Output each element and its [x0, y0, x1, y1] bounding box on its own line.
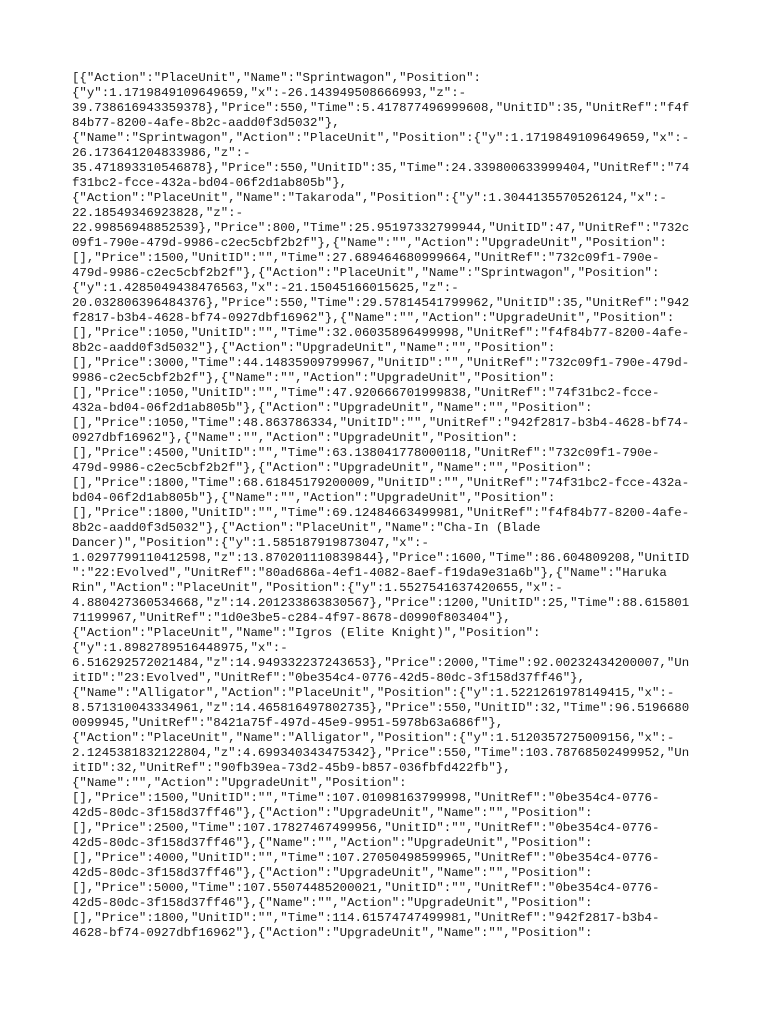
text-line: 1.0297799110412598,"z":13.870201110839844},"Price":1600,"Time":86.604809208,"UnitID: [72, 551, 690, 565]
text-line: Rin","Action":"PlaceUnit","Position":{"y":1.5527541637420655,"x":-: [72, 581, 563, 595]
text-line: 8b2c-aadd0f3d5032"},{"Action":"UpgradeUnit","Name":"","Position":: [72, 341, 556, 355]
text-line: [],"Price":1500,"UnitID":"","Time":27.689464680999664,"UnitRef":"732c09f1-790e-: [72, 251, 660, 265]
text-line: 9986-c2ec5cbf2b2f"},{"Name":"","Action":"UpgradeUnit","Position":: [72, 371, 556, 385]
text-line: 84b77-8200-4afe-8b2c-aadd0f3d5032"},: [72, 116, 340, 130]
text-line: itID":"23:Evolved","UnitRef":"0be354c4-0776-42d5-80dc-3f158d37ff46"},: [72, 671, 586, 685]
text-line: 42d5-80dc-3f158d37ff46"},{"Name":"","Action":"UpgradeUnit","Position":: [72, 836, 593, 850]
text-line: 35.471893310546878},"Price":550,"UnitID":35,"Time":24.339800633999404,"UnitRef":"74: [72, 161, 690, 175]
text-line: [],"Price":1050,"Time":48.863786334,"UnitID":"","UnitRef":"942f2817-b3b4-4628-bf74-: [72, 416, 690, 430]
text-line: itID":32,"UnitRef":"90fb39ea-73d2-45b9-b857-036fbfd422fb"},: [72, 761, 511, 775]
text-line: f31bc2-fcce-432a-bd04-06f2d1ab805b"},: [72, 176, 348, 190]
text-line: 6.516292572021484,"z":14.949332237243653},"Price":2000,"Time":92.00232434200007,"Un: [72, 656, 690, 670]
text-line: [],"Price":5000,"Time":107.55074485200021,"UnitID":"","UnitRef":"0be354c4-0776-: [72, 881, 660, 895]
text-line: 432a-bd04-06f2d1ab805b"},{"Action":"UpgradeUnit","Name":"","Position":: [72, 401, 593, 415]
text-line: 20.032806396484376},"Price":550,"Time":29.57814541799962,"UnitID":35,"UnitRef":"942: [72, 296, 690, 310]
text-line: {"Action":"PlaceUnit","Name":"Alligator","Position":{"y":1.5120357275009156,"x":-: [72, 731, 675, 745]
text-line: Dancer)","Position":{"y":1.585187919873047,"x":-: [72, 536, 429, 550]
text-line: {"Name":"Alligator","Action":"PlaceUnit","Position":{"y":1.5221261978149415,"x":-: [72, 686, 675, 700]
text-line: {"Name":"","Action":"UpgradeUnit","Position":: [72, 776, 407, 790]
text-line: [{"Action":"PlaceUnit","Name":"Sprintwagon","Position":: [72, 71, 481, 85]
text-line: 479d-9986-c2ec5cbf2b2f"},{"Action":"PlaceUnit","Name":"Sprintwagon","Position":: [72, 266, 660, 280]
text-line: 4628-bf74-0927dbf16962"},{"Action":"UpgradeUnit","Name":"","Position":: [72, 926, 593, 940]
text-line: 0099945,"UnitRef":"8421a75f-497d-45e9-9951-5978b63a686f"},: [72, 716, 504, 730]
text-line: {"y":1.1719849109649659,"x":-26.143949508666993,"z":-: [72, 86, 467, 100]
text-line: {"Action":"PlaceUnit","Name":"Igros (Elite Knight)","Position":: [72, 626, 541, 640]
text-line: [],"Price":4000,"UnitID":"","Time":107.27050498599965,"UnitRef":"0be354c4-0776-: [72, 851, 660, 865]
text-line: 0927dbf16962"},{"Name":"","Action":"UpgradeUnit","Position":: [72, 431, 519, 445]
text-line: 42d5-80dc-3f158d37ff46"},{"Action":"UpgradeUnit","Name":"","Position":: [72, 866, 593, 880]
text-line: 479d-9986-c2ec5cbf2b2f"},{"Action":"UpgradeUnit","Name":"","Position":: [72, 461, 593, 475]
text-line: [],"Price":1800,"Time":68.61845179200009,"UnitID":"","UnitRef":"74f31bc2-fcce-432a-: [72, 476, 690, 490]
text-line: 8.571310043334961,"z":14.465816497802735},"Price":550,"UnitID":32,"Time":96.5196680: [72, 701, 690, 715]
text-line: {"y":1.8982789516448975,"x":-: [72, 641, 288, 655]
text-line: f2817-b3b4-4628-bf74-0927dbf16962"},{"Name":"","Action":"UpgradeUnit","Position":: [72, 311, 675, 325]
text-line: [],"Price":1500,"UnitID":"","Time":107.01098163799998,"UnitRef":"0be354c4-0776-: [72, 791, 660, 805]
text-line: 39.738616943359378},"Price":550,"Time":5.417877496999608,"UnitID":35,"UnitRef":"f4f: [72, 101, 690, 115]
text-line: 8b2c-aadd0f3d5032"},{"Action":"PlaceUnit","Name":"Cha-In (Blade: [72, 521, 541, 535]
text-line: 09f1-790e-479d-9986-c2ec5cbf2b2f"},{"Name":"","Action":"UpgradeUnit","Position":: [72, 236, 667, 250]
text-line: 22.18549346923828,"z":-: [72, 206, 244, 220]
text-line: 22.99856948852539},"Price":800,"Time":25.95197332799944,"UnitID":47,"UnitRef":"732c: [72, 221, 690, 235]
text-line: [],"Price":2500,"Time":107.17827467499956,"UnitID":"","UnitRef":"0be354c4-0776-: [72, 821, 660, 835]
text-line: {"y":1.4285049438476563,"x":-21.15045166015625,"z":-: [72, 281, 459, 295]
text-line: 4.880427360534668,"z":14.201233863830567},"Price":1200,"UnitID":25,"Time":88.615801: [72, 596, 690, 610]
text-line: [],"Price":1050,"UnitID":"","Time":47.920666701999838,"UnitRef":"74f31bc2-fcce-: [72, 386, 660, 400]
json-text-block: [72, 71, 700, 941]
text-line: [],"Price":3000,"Time":44.14835909799967,"UnitID":"","UnitRef":"732c09f1-790e-479d-: [72, 356, 690, 370]
text-line: ":"22:Evolved","UnitRef":"80ad686a-4ef1-4082-8aef-f19da9e31a6b"},{"Name":"Haruka: [72, 566, 667, 580]
text-line: {"Action":"PlaceUnit","Name":"Takaroda","Position":{"y":1.3044135570526124,"x":-: [72, 191, 667, 205]
text-line: [],"Price":1800,"UnitID":"","Time":114.61574747499981,"UnitRef":"942f2817-b3b4-: [72, 911, 660, 925]
text-line: [],"Price":4500,"UnitID":"","Time":63.138041778000118,"UnitRef":"732c09f1-790e-: [72, 446, 660, 460]
text-line: [],"Price":1050,"UnitID":"","Time":32.06035896499998,"UnitRef":"f4f84b77-8200-4afe-: [72, 326, 690, 340]
text-line: 26.173641204833986,"z":-: [72, 146, 251, 160]
text-line: 71199967,"UnitRef":"1d0e3be5-c284-4f97-8678-d0990f803404"},: [72, 611, 511, 625]
text-line: 42d5-80dc-3f158d37ff46"},{"Name":"","Action":"UpgradeUnit","Position":: [72, 896, 593, 910]
text-line: {"Name":"Sprintwagon","Action":"PlaceUnit","Position":{"y":1.1719849109649659,"x":-: [72, 131, 690, 145]
text-line: [],"Price":1800,"UnitID":"","Time":69.12484663499981,"UnitRef":"f4f84b77-8200-4afe-: [72, 506, 690, 520]
text-line: bd04-06f2d1ab805b"},{"Name":"","Action":"UpgradeUnit","Position":: [72, 491, 556, 505]
text-line: 42d5-80dc-3f158d37ff46"},{"Action":"UpgradeUnit","Name":"","Position":: [72, 806, 593, 820]
text-line: 2.1245381832122804,"z":4.699340343475342},"Price":550,"Time":103.78768502499952,"Un: [72, 746, 690, 760]
